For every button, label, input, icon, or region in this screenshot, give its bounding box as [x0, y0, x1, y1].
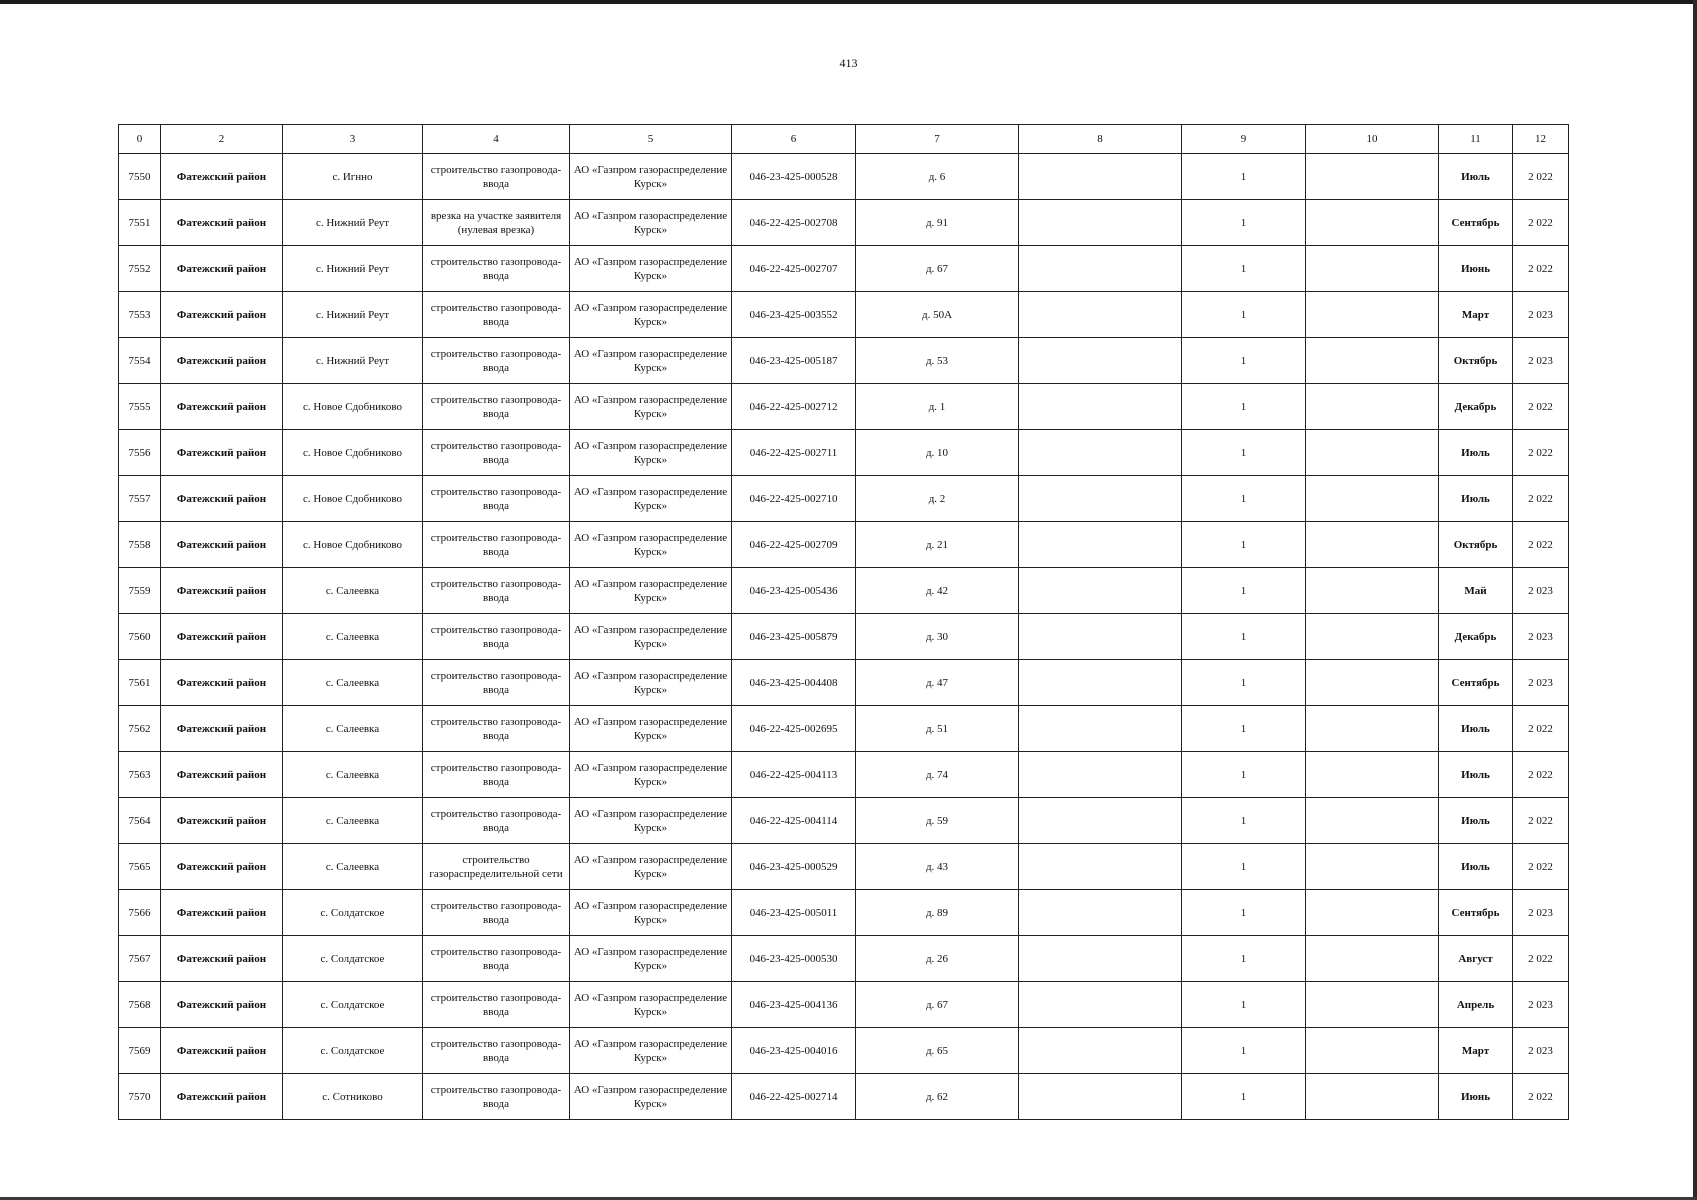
month-cell: Март: [1439, 1028, 1513, 1074]
house-number-cell: д. 67: [856, 246, 1019, 292]
organization-cell: АО «Газпром газораспределение Курск»: [570, 752, 732, 798]
column-header: 4: [423, 125, 570, 154]
row-number-cell: 7550: [119, 154, 161, 200]
settlement-cell: с. Новое Сдобниково: [283, 476, 423, 522]
organization-cell: АО «Газпром газораспределение Курск»: [570, 522, 732, 568]
row-number-cell: 7556: [119, 430, 161, 476]
count-cell: 1: [1182, 936, 1306, 982]
row-number-cell: 7566: [119, 890, 161, 936]
month-cell: Июль: [1439, 752, 1513, 798]
column-10-cell: [1306, 660, 1439, 706]
work-type-cell: строительство газопровода-ввода: [423, 154, 570, 200]
year-cell: 2 022: [1513, 1074, 1569, 1120]
house-number-cell: д. 47: [856, 660, 1019, 706]
month-cell: Декабрь: [1439, 384, 1513, 430]
organization-cell: АО «Газпром газораспределение Курск»: [570, 430, 732, 476]
table-row: [119, 890, 1569, 936]
year-cell: 2 023: [1513, 292, 1569, 338]
settlement-cell: с. Салеевка: [283, 752, 423, 798]
organization-cell: АО «Газпром газораспределение Курск»: [570, 246, 732, 292]
district-cell: Фатежский район: [161, 844, 283, 890]
table-row: [119, 568, 1569, 614]
house-number-cell: д. 74: [856, 752, 1019, 798]
column-8-cell: [1019, 798, 1182, 844]
application-code-cell: 046-23-425-000530: [732, 936, 856, 982]
application-code-cell: 046-22-425-002712: [732, 384, 856, 430]
month-cell: Июль: [1439, 476, 1513, 522]
table-row: [119, 246, 1569, 292]
row-number-cell: 7564: [119, 798, 161, 844]
column-8-cell: [1019, 844, 1182, 890]
organization-cell: АО «Газпром газораспределение Курск»: [570, 798, 732, 844]
application-code-cell: 046-23-425-004016: [732, 1028, 856, 1074]
count-cell: 1: [1182, 706, 1306, 752]
application-code-cell: 046-23-425-005879: [732, 614, 856, 660]
settlement-cell: с. Новое Сдобниково: [283, 384, 423, 430]
count-cell: 1: [1182, 522, 1306, 568]
house-number-cell: д. 21: [856, 522, 1019, 568]
count-cell: 1: [1182, 154, 1306, 200]
column-10-cell: [1306, 1074, 1439, 1120]
month-cell: Сентябрь: [1439, 660, 1513, 706]
house-number-cell: д. 53: [856, 338, 1019, 384]
registry-table: [118, 124, 1569, 1120]
row-number-cell: 7568: [119, 982, 161, 1028]
count-cell: 1: [1182, 246, 1306, 292]
column-8-cell: [1019, 476, 1182, 522]
row-number-cell: 7552: [119, 246, 161, 292]
table-row: [119, 200, 1569, 246]
row-number-cell: 7570: [119, 1074, 161, 1120]
column-8-cell: [1019, 246, 1182, 292]
settlement-cell: с. Салеевка: [283, 660, 423, 706]
table-row: [119, 798, 1569, 844]
column-10-cell: [1306, 154, 1439, 200]
year-cell: 2 022: [1513, 384, 1569, 430]
settlement-cell: с. Нижний Реут: [283, 292, 423, 338]
district-cell: Фатежский район: [161, 384, 283, 430]
column-10-cell: [1306, 706, 1439, 752]
work-type-cell: строительство газопровода-ввода: [423, 246, 570, 292]
column-8-cell: [1019, 706, 1182, 752]
application-code-cell: 046-22-425-004113: [732, 752, 856, 798]
house-number-cell: д. 89: [856, 890, 1019, 936]
house-number-cell: д. 43: [856, 844, 1019, 890]
count-cell: 1: [1182, 752, 1306, 798]
organization-cell: АО «Газпром газораспределение Курск»: [570, 476, 732, 522]
district-cell: Фатежский район: [161, 982, 283, 1028]
column-8-cell: [1019, 982, 1182, 1028]
work-type-cell: строительство газопровода-ввода: [423, 798, 570, 844]
work-type-cell: строительство газораспределительной сети: [423, 844, 570, 890]
district-cell: Фатежский район: [161, 614, 283, 660]
table-row: [119, 982, 1569, 1028]
organization-cell: АО «Газпром газораспределение Курск»: [570, 1074, 732, 1120]
organization-cell: АО «Газпром газораспределение Курск»: [570, 338, 732, 384]
district-cell: Фатежский район: [161, 798, 283, 844]
column-8-cell: [1019, 384, 1182, 430]
application-code-cell: 046-23-425-005187: [732, 338, 856, 384]
work-type-cell: строительство газопровода-ввода: [423, 706, 570, 752]
month-cell: Сентябрь: [1439, 200, 1513, 246]
table-row: [119, 476, 1569, 522]
district-cell: Фатежский район: [161, 568, 283, 614]
column-8-cell: [1019, 752, 1182, 798]
application-code-cell: 046-22-425-002695: [732, 706, 856, 752]
column-10-cell: [1306, 1028, 1439, 1074]
settlement-cell: с. Солдатское: [283, 982, 423, 1028]
house-number-cell: д. 62: [856, 1074, 1019, 1120]
row-number-cell: 7553: [119, 292, 161, 338]
row-number-cell: 7569: [119, 1028, 161, 1074]
year-cell: 2 022: [1513, 522, 1569, 568]
column-header: 9: [1182, 125, 1306, 154]
row-number-cell: 7557: [119, 476, 161, 522]
application-code-cell: 046-22-425-002710: [732, 476, 856, 522]
district-cell: Фатежский район: [161, 338, 283, 384]
organization-cell: АО «Газпром газораспределение Курск»: [570, 982, 732, 1028]
row-number-cell: 7565: [119, 844, 161, 890]
month-cell: Июль: [1439, 706, 1513, 752]
year-cell: 2 022: [1513, 798, 1569, 844]
year-cell: 2 022: [1513, 706, 1569, 752]
column-10-cell: [1306, 982, 1439, 1028]
work-type-cell: строительство газопровода-ввода: [423, 1028, 570, 1074]
application-code-cell: 046-23-425-004136: [732, 982, 856, 1028]
house-number-cell: д. 59: [856, 798, 1019, 844]
table-row: [119, 1028, 1569, 1074]
month-cell: Сентябрь: [1439, 890, 1513, 936]
count-cell: 1: [1182, 798, 1306, 844]
application-code-cell: 046-23-425-000529: [732, 844, 856, 890]
district-cell: Фатежский район: [161, 890, 283, 936]
column-8-cell: [1019, 154, 1182, 200]
row-number-cell: 7563: [119, 752, 161, 798]
house-number-cell: д. 42: [856, 568, 1019, 614]
row-number-cell: 7561: [119, 660, 161, 706]
column-8-cell: [1019, 660, 1182, 706]
column-header: 10: [1306, 125, 1439, 154]
header-row: [119, 125, 1569, 154]
table-row: [119, 844, 1569, 890]
settlement-cell: с. Салеевка: [283, 798, 423, 844]
organization-cell: АО «Газпром газораспределение Курск»: [570, 200, 732, 246]
work-type-cell: строительство газопровода-ввода: [423, 292, 570, 338]
settlement-cell: с. Солдатское: [283, 890, 423, 936]
house-number-cell: д. 26: [856, 936, 1019, 982]
settlement-cell: с. Солдатское: [283, 936, 423, 982]
row-number-cell: 7559: [119, 568, 161, 614]
house-number-cell: д. 6: [856, 154, 1019, 200]
district-cell: Фатежский район: [161, 706, 283, 752]
column-header: 6: [732, 125, 856, 154]
year-cell: 2 022: [1513, 844, 1569, 890]
application-code-cell: 046-22-425-002709: [732, 522, 856, 568]
house-number-cell: д. 10: [856, 430, 1019, 476]
organization-cell: АО «Газпром газораспределение Курск»: [570, 384, 732, 430]
organization-cell: АО «Газпром газораспределение Курск»: [570, 890, 732, 936]
row-number-cell: 7560: [119, 614, 161, 660]
count-cell: 1: [1182, 844, 1306, 890]
district-cell: Фатежский район: [161, 660, 283, 706]
district-cell: Фатежский район: [161, 752, 283, 798]
month-cell: Август: [1439, 936, 1513, 982]
column-10-cell: [1306, 430, 1439, 476]
year-cell: 2 023: [1513, 568, 1569, 614]
scan-edge-top: [0, 0, 1697, 4]
row-number-cell: 7555: [119, 384, 161, 430]
year-cell: 2 022: [1513, 936, 1569, 982]
column-header: 8: [1019, 125, 1182, 154]
settlement-cell: с. Игнно: [283, 154, 423, 200]
organization-cell: АО «Газпром газораспределение Курск»: [570, 614, 732, 660]
district-cell: Фатежский район: [161, 200, 283, 246]
year-cell: 2 023: [1513, 982, 1569, 1028]
month-cell: Июнь: [1439, 246, 1513, 292]
column-10-cell: [1306, 568, 1439, 614]
district-cell: Фатежский район: [161, 292, 283, 338]
count-cell: 1: [1182, 1074, 1306, 1120]
column-10-cell: [1306, 476, 1439, 522]
work-type-cell: строительство газопровода-ввода: [423, 338, 570, 384]
application-code-cell: 046-22-425-002714: [732, 1074, 856, 1120]
work-type-cell: строительство газопровода-ввода: [423, 936, 570, 982]
column-10-cell: [1306, 292, 1439, 338]
table-row: [119, 338, 1569, 384]
table-row: [119, 706, 1569, 752]
count-cell: 1: [1182, 982, 1306, 1028]
month-cell: Июль: [1439, 798, 1513, 844]
settlement-cell: с. Солдатское: [283, 1028, 423, 1074]
work-type-cell: врезка на участке заявителя (нулевая врезка): [423, 200, 570, 246]
year-cell: 2 023: [1513, 614, 1569, 660]
column-10-cell: [1306, 890, 1439, 936]
column-10-cell: [1306, 384, 1439, 430]
column-8-cell: [1019, 890, 1182, 936]
column-8-cell: [1019, 292, 1182, 338]
work-type-cell: строительство газопровода-ввода: [423, 982, 570, 1028]
settlement-cell: с. Салеевка: [283, 614, 423, 660]
count-cell: 1: [1182, 200, 1306, 246]
count-cell: 1: [1182, 292, 1306, 338]
district-cell: Фатежский район: [161, 1028, 283, 1074]
organization-cell: АО «Газпром газораспределение Курск»: [570, 660, 732, 706]
year-cell: 2 022: [1513, 154, 1569, 200]
column-10-cell: [1306, 246, 1439, 292]
count-cell: 1: [1182, 430, 1306, 476]
settlement-cell: с. Сотниково: [283, 1074, 423, 1120]
settlement-cell: с. Нижний Реут: [283, 200, 423, 246]
district-cell: Фатежский район: [161, 1074, 283, 1120]
table-row: [119, 430, 1569, 476]
column-8-cell: [1019, 1028, 1182, 1074]
count-cell: 1: [1182, 660, 1306, 706]
settlement-cell: с. Новое Сдобниково: [283, 522, 423, 568]
column-8-cell: [1019, 614, 1182, 660]
settlement-cell: с. Новое Сдобниково: [283, 430, 423, 476]
count-cell: 1: [1182, 614, 1306, 660]
work-type-cell: строительство газопровода-ввода: [423, 522, 570, 568]
house-number-cell: д. 67: [856, 982, 1019, 1028]
column-header: 12: [1513, 125, 1569, 154]
organization-cell: АО «Газпром газораспределение Курск»: [570, 568, 732, 614]
column-10-cell: [1306, 936, 1439, 982]
table-row: [119, 1074, 1569, 1120]
work-type-cell: строительство газопровода-ввода: [423, 384, 570, 430]
column-8-cell: [1019, 936, 1182, 982]
count-cell: 1: [1182, 338, 1306, 384]
organization-cell: АО «Газпром газораспределение Курск»: [570, 1028, 732, 1074]
row-number-cell: 7562: [119, 706, 161, 752]
row-number-cell: 7558: [119, 522, 161, 568]
count-cell: 1: [1182, 568, 1306, 614]
application-code-cell: 046-22-425-002711: [732, 430, 856, 476]
column-8-cell: [1019, 430, 1182, 476]
work-type-cell: строительство газопровода-ввода: [423, 568, 570, 614]
settlement-cell: с. Салеевка: [283, 706, 423, 752]
year-cell: 2 023: [1513, 338, 1569, 384]
table-row: [119, 154, 1569, 200]
organization-cell: АО «Газпром газораспределение Курск»: [570, 844, 732, 890]
work-type-cell: строительство газопровода-ввода: [423, 890, 570, 936]
row-number-cell: 7554: [119, 338, 161, 384]
row-number-cell: 7551: [119, 200, 161, 246]
column-8-cell: [1019, 200, 1182, 246]
year-cell: 2 022: [1513, 430, 1569, 476]
scan-edge-right: [1693, 0, 1697, 1200]
column-10-cell: [1306, 752, 1439, 798]
year-cell: 2 023: [1513, 1028, 1569, 1074]
month-cell: Апрель: [1439, 982, 1513, 1028]
district-cell: Фатежский район: [161, 476, 283, 522]
column-header: 3: [283, 125, 423, 154]
application-code-cell: 046-23-425-005011: [732, 890, 856, 936]
year-cell: 2 023: [1513, 660, 1569, 706]
table-row: [119, 752, 1569, 798]
month-cell: Октябрь: [1439, 522, 1513, 568]
month-cell: Июль: [1439, 844, 1513, 890]
application-code-cell: 046-23-425-000528: [732, 154, 856, 200]
month-cell: Июль: [1439, 154, 1513, 200]
settlement-cell: с. Салеевка: [283, 568, 423, 614]
house-number-cell: д. 91: [856, 200, 1019, 246]
district-cell: Фатежский район: [161, 430, 283, 476]
table-row: [119, 936, 1569, 982]
work-type-cell: строительство газопровода-ввода: [423, 476, 570, 522]
table-row: [119, 522, 1569, 568]
year-cell: 2 022: [1513, 246, 1569, 292]
house-number-cell: д. 2: [856, 476, 1019, 522]
column-10-cell: [1306, 798, 1439, 844]
district-cell: Фатежский район: [161, 246, 283, 292]
column-8-cell: [1019, 568, 1182, 614]
column-10-cell: [1306, 844, 1439, 890]
work-type-cell: строительство газопровода-ввода: [423, 752, 570, 798]
table-row: [119, 614, 1569, 660]
table-row: [119, 292, 1569, 338]
column-8-cell: [1019, 1074, 1182, 1120]
application-code-cell: 046-22-425-002708: [732, 200, 856, 246]
table-row: [119, 384, 1569, 430]
district-cell: Фатежский район: [161, 522, 283, 568]
year-cell: 2 023: [1513, 890, 1569, 936]
application-code-cell: 046-23-425-005436: [732, 568, 856, 614]
table-row: [119, 660, 1569, 706]
organization-cell: АО «Газпром газораспределение Курск»: [570, 706, 732, 752]
house-number-cell: д. 1: [856, 384, 1019, 430]
month-cell: Декабрь: [1439, 614, 1513, 660]
count-cell: 1: [1182, 476, 1306, 522]
work-type-cell: строительство газопровода-ввода: [423, 614, 570, 660]
column-10-cell: [1306, 200, 1439, 246]
organization-cell: АО «Газпром газораспределение Курск»: [570, 292, 732, 338]
count-cell: 1: [1182, 384, 1306, 430]
column-header: 5: [570, 125, 732, 154]
work-type-cell: строительство газопровода-ввода: [423, 1074, 570, 1120]
column-header: 11: [1439, 125, 1513, 154]
count-cell: 1: [1182, 890, 1306, 936]
house-number-cell: д. 50А: [856, 292, 1019, 338]
column-10-cell: [1306, 614, 1439, 660]
work-type-cell: строительство газопровода-ввода: [423, 430, 570, 476]
house-number-cell: д. 30: [856, 614, 1019, 660]
column-header: 2: [161, 125, 283, 154]
column-header: 0: [119, 125, 161, 154]
column-header: 7: [856, 125, 1019, 154]
application-code-cell: 046-23-425-004408: [732, 660, 856, 706]
district-cell: Фатежский район: [161, 936, 283, 982]
application-code-cell: 046-22-425-004114: [732, 798, 856, 844]
settlement-cell: с. Нижний Реут: [283, 246, 423, 292]
settlement-cell: с. Салеевка: [283, 844, 423, 890]
month-cell: Март: [1439, 292, 1513, 338]
table-body: [119, 154, 1569, 1120]
organization-cell: АО «Газпром газораспределение Курск»: [570, 154, 732, 200]
year-cell: 2 022: [1513, 752, 1569, 798]
house-number-cell: д. 51: [856, 706, 1019, 752]
count-cell: 1: [1182, 1028, 1306, 1074]
month-cell: Октябрь: [1439, 338, 1513, 384]
column-10-cell: [1306, 338, 1439, 384]
work-type-cell: строительство газопровода-ввода: [423, 660, 570, 706]
row-number-cell: 7567: [119, 936, 161, 982]
application-code-cell: 046-23-425-003552: [732, 292, 856, 338]
column-8-cell: [1019, 522, 1182, 568]
year-cell: 2 022: [1513, 200, 1569, 246]
district-cell: Фатежский район: [161, 154, 283, 200]
year-cell: 2 022: [1513, 476, 1569, 522]
application-code-cell: 046-22-425-002707: [732, 246, 856, 292]
house-number-cell: д. 65: [856, 1028, 1019, 1074]
month-cell: Июль: [1439, 430, 1513, 476]
settlement-cell: с. Нижний Реут: [283, 338, 423, 384]
column-10-cell: [1306, 522, 1439, 568]
organization-cell: АО «Газпром газораспределение Курск»: [570, 936, 732, 982]
month-cell: Июнь: [1439, 1074, 1513, 1120]
month-cell: Май: [1439, 568, 1513, 614]
page-number: 413: [839, 56, 858, 70]
column-8-cell: [1019, 338, 1182, 384]
